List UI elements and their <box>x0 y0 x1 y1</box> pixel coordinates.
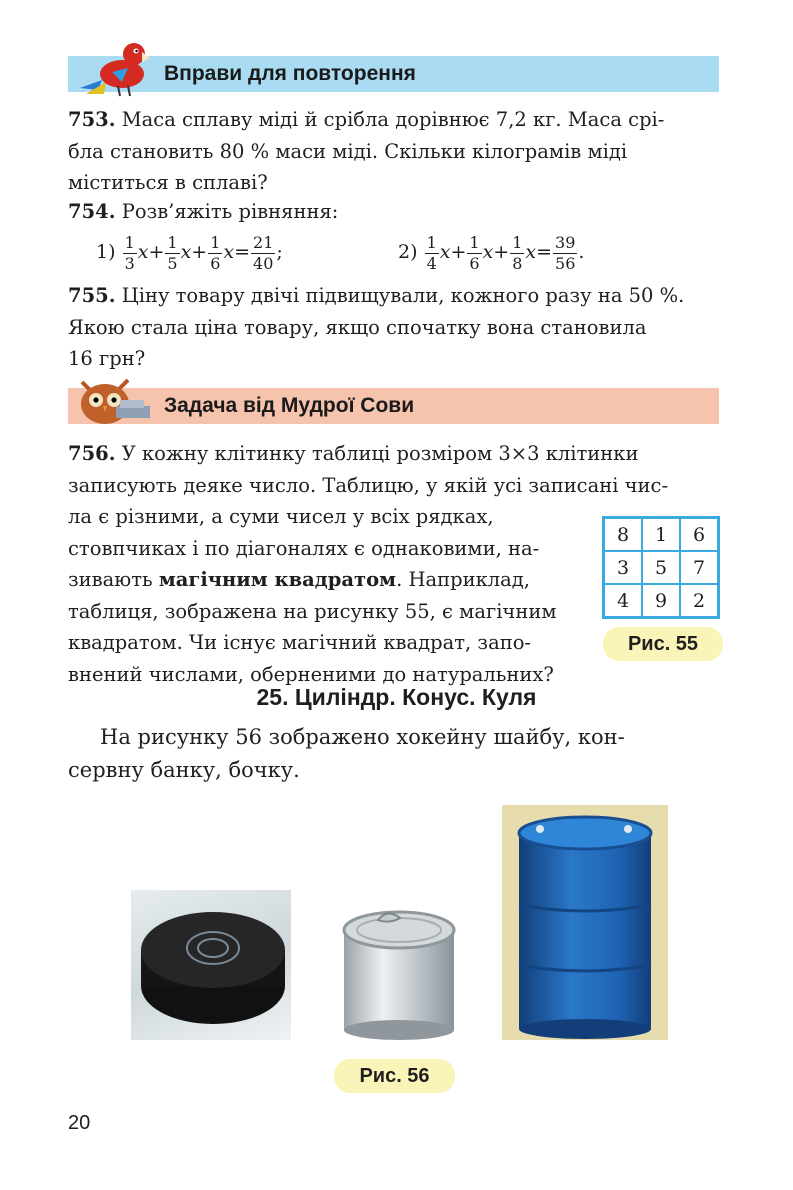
text-line: внений числами, оберненими до натуральних? <box>68 662 554 686</box>
tin-can-photo <box>322 890 470 1040</box>
band-title: Задача від Мудрої Сови <box>164 394 415 417</box>
hockey-puck-photo <box>131 890 291 1040</box>
grid-cell: 6 <box>680 518 719 552</box>
term-bold: магічним квадратом <box>158 568 397 591</box>
exercise-753 <box>68 104 719 199</box>
grid-cell: 2 <box>680 584 719 618</box>
section-band-owl <box>68 388 719 424</box>
grid-cell: 3 <box>604 551 643 584</box>
text-line: Маса сплаву міді й срібла дорівнює 7,2 кг. Маса срі- <box>121 108 665 131</box>
exercise-756-wrapped <box>68 501 580 690</box>
text-line: таблиця, зображена на рисунку 55, є магічним <box>68 599 557 623</box>
fraction: $\frac{1}{8}$ <box>512 232 523 273</box>
text-line: бла становить 80 % маси міді. Скільки кілограмів міді <box>68 139 628 163</box>
equation-1: 1) $\frac{1}{3}$ x+ $\frac{1}{5}$ x+ $\frac{1}{6}$ x= $\frac{21}{40}$ ; <box>96 232 283 273</box>
fraction: $\frac{1}{5}$ <box>167 232 178 273</box>
text-line: сервну банку, бочку. <box>68 758 300 782</box>
text-line: Якою стала ціна товару, якщо спочатку вона становила <box>68 315 647 339</box>
owl-icon <box>72 372 158 428</box>
text-line: стовпчиках і по діагоналях є однаковими, на- <box>68 536 540 560</box>
text-line: На рисунку 56 зображено хокейну шайбу, кон- <box>100 725 625 749</box>
text-line: ла є різними, а суми чисел у всіх рядках, <box>68 505 494 528</box>
fraction: $\frac{1}{3}$ <box>124 232 135 273</box>
exercise-754 <box>68 196 719 228</box>
table-row <box>604 584 719 618</box>
table-row <box>604 551 719 584</box>
table-row <box>604 518 719 552</box>
magic-square <box>602 516 720 619</box>
barrel-photo <box>502 805 668 1040</box>
text-fragment: . Наприклад, <box>396 568 530 591</box>
band-title: Вправи для повторення <box>164 62 416 85</box>
exercise-number: 754. <box>68 200 116 223</box>
page-number: 20 <box>68 1112 91 1134</box>
exercise-number: 753. <box>68 108 116 131</box>
exercise-756 <box>68 438 719 501</box>
fraction: $\frac{21}{40}$ <box>253 232 274 273</box>
fraction: $\frac{1}{6}$ <box>210 232 221 273</box>
text-line: квадратом. Чи існує магічний квадрат, запо- <box>68 631 532 654</box>
exercise-755 <box>68 280 719 375</box>
parrot-icon <box>72 38 164 98</box>
grid-cell: 5 <box>642 551 680 584</box>
grid-cell: 7 <box>680 551 719 584</box>
grid-cell: 9 <box>642 584 680 618</box>
text-line: Розв’яжіть рівняння: <box>121 200 339 223</box>
text-line: Ціну товару двічі підвищували, кожного разу на 50 %. <box>121 284 685 307</box>
grid-cell: 1 <box>642 518 680 552</box>
text-line: 16 грн? <box>68 347 146 370</box>
text-fragment: зивають <box>68 568 159 591</box>
exercise-number: 755. <box>68 284 116 307</box>
equation-2: 2) $\frac{1}{4}$ x+ $\frac{1}{6}$ x+ $\frac{1}{8}$ x= $\frac{39}{56}$ . <box>398 232 585 273</box>
text-line: міститься в сплаві? <box>68 171 268 194</box>
figure-55-label: Рис. 55 <box>603 627 723 661</box>
text-line: У кожну клітинку таблиці розміром 3×3 клітинки <box>121 442 639 465</box>
intro-paragraph <box>68 721 719 787</box>
fraction: $\frac{39}{56}$ <box>555 232 576 273</box>
grid-cell: 4 <box>604 584 643 618</box>
equation-label: 1) <box>96 241 116 263</box>
section-title: 25. Циліндр. Конус. Куля <box>256 684 537 710</box>
text-line: записують деяке число. Таблицю, у якій усі записані чис- <box>68 473 669 497</box>
exercise-number: 756. <box>68 442 116 465</box>
section-band-review <box>68 56 719 92</box>
grid-cell: 8 <box>604 518 643 552</box>
figure-56-label: Рис. 56 <box>334 1059 455 1093</box>
fraction: $\frac{1}{4}$ <box>426 232 437 273</box>
equation-label: 2) <box>398 241 418 263</box>
fraction: $\frac{1}{6}$ <box>469 232 480 273</box>
